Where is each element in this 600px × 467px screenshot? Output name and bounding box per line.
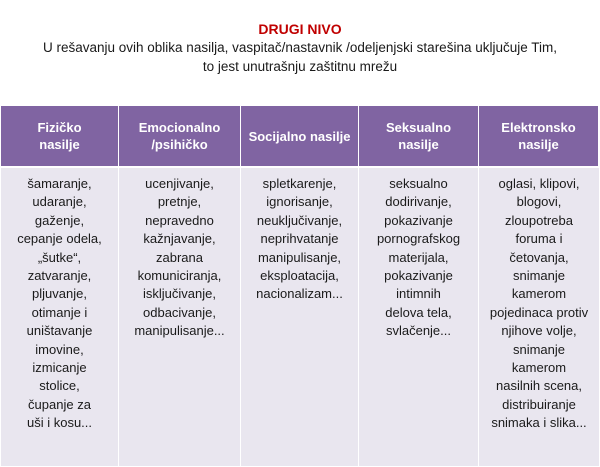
cell-line: pokazivanje (384, 268, 453, 284)
header-emotional (119, 106, 241, 166)
cell-line: zatvaranje, (27, 268, 92, 284)
cell-line: oglasi, klipovi, (498, 176, 580, 191)
slide-heading (0, 20, 600, 76)
cell-line: nepravedno (145, 212, 214, 228)
cell-line: pojedinaca protiv (489, 304, 589, 320)
cell-line: imovine, (35, 341, 84, 357)
header-text: nasilje (39, 137, 80, 152)
header-text: /psihičko (151, 137, 208, 152)
cell-line: manipulisanje... (134, 323, 225, 339)
cell-sexual (359, 166, 479, 466)
cell-line: snimanje (512, 341, 566, 357)
cell-line: pokazivanje (384, 212, 453, 228)
cell-line: kažnjavanje, (143, 231, 216, 247)
header-physical (1, 106, 119, 166)
header-text: Seksualno nasilje (385, 120, 452, 152)
cell-line: snimaka i slika... (491, 415, 587, 431)
header-text: Elektronsko (501, 120, 576, 135)
cell-line: eksploatacija, (260, 268, 339, 284)
header-social (241, 106, 359, 166)
cell-line: foruma i (515, 231, 563, 247)
cell-line: zabrana (156, 249, 203, 265)
slide-title: DRUGI NIVO (258, 21, 342, 37)
cell-physical (1, 166, 119, 466)
header-text: Socijalno nasilje (248, 128, 351, 144)
cell-line: spletkarenje, (262, 176, 337, 191)
cell-line: stolice, (39, 378, 80, 394)
cell-line: četovanja, (509, 249, 569, 265)
cell-line: cepanje odela, (17, 231, 102, 247)
cell-line: pljuvanje, (32, 286, 87, 302)
cell-line: delova tela, (385, 304, 452, 320)
cell-line: nacionalizam... (256, 286, 343, 302)
cell-line: svlačenje... (385, 323, 452, 339)
header-text: Emocionalno (138, 120, 221, 135)
subtitle-line-2: to jest unutrašnju zaštitnu mrežu (202, 59, 398, 74)
subtitle-line-1: U rešavanju ovih oblika nasilja, vaspitač/nastavnik /odeljenjski starešina uključuje Tim, (42, 40, 557, 55)
cell-line: odbacivanje, (143, 304, 216, 320)
cell-line: šamaranje, (27, 176, 92, 191)
cell-line: čupanje za (28, 396, 91, 412)
cell-line: udaranje, (32, 194, 87, 210)
header-text: Fizičko (37, 120, 82, 135)
cell-line: distribuiranje (502, 396, 576, 412)
cell-emotional (119, 166, 241, 466)
cell-line: gaženje, (34, 212, 85, 228)
cell-electronic (479, 166, 599, 466)
cell-line: ignorisanje, (266, 194, 333, 210)
cell-line: nasilnih scena, (496, 378, 582, 394)
cell-line: pretnje, (157, 194, 202, 210)
cell-line: manipulisanje, (257, 249, 342, 265)
cell-line: neprihvatanje (260, 231, 339, 247)
cell-line: blogovi, (516, 194, 562, 210)
violence-types-table (0, 105, 600, 467)
header-sexual (359, 106, 479, 166)
cell-line: intimnih (396, 286, 441, 302)
cell-line: komuniciranja, (137, 268, 222, 284)
cell-line: zloupotreba (505, 212, 573, 228)
cell-line: neuključivanje, (256, 212, 343, 228)
cell-line: kamerom (511, 360, 567, 376)
header-electronic (479, 106, 599, 166)
cell-line: uši i kosu... (26, 415, 93, 431)
cell-line: ucenjivanje, (145, 176, 214, 191)
cell-line: isključivanje, (143, 286, 216, 302)
cell-line: otimanje i (31, 304, 88, 320)
cell-line: kamerom (511, 286, 567, 302)
cell-line: snimanje (512, 268, 566, 284)
cell-line: njihove volje, (501, 323, 577, 339)
cell-line: pornografskog (376, 231, 461, 247)
cell-social (241, 166, 359, 466)
cell-line: „šutke“, (37, 249, 82, 265)
cell-line: seksualno (389, 176, 448, 191)
cell-line: materijala, (388, 249, 449, 265)
cell-line: dodirivanje, (385, 194, 452, 210)
cell-line: uništavanje (26, 323, 93, 339)
header-text: nasilje (518, 137, 559, 152)
cell-line: izmicanje (32, 360, 87, 376)
